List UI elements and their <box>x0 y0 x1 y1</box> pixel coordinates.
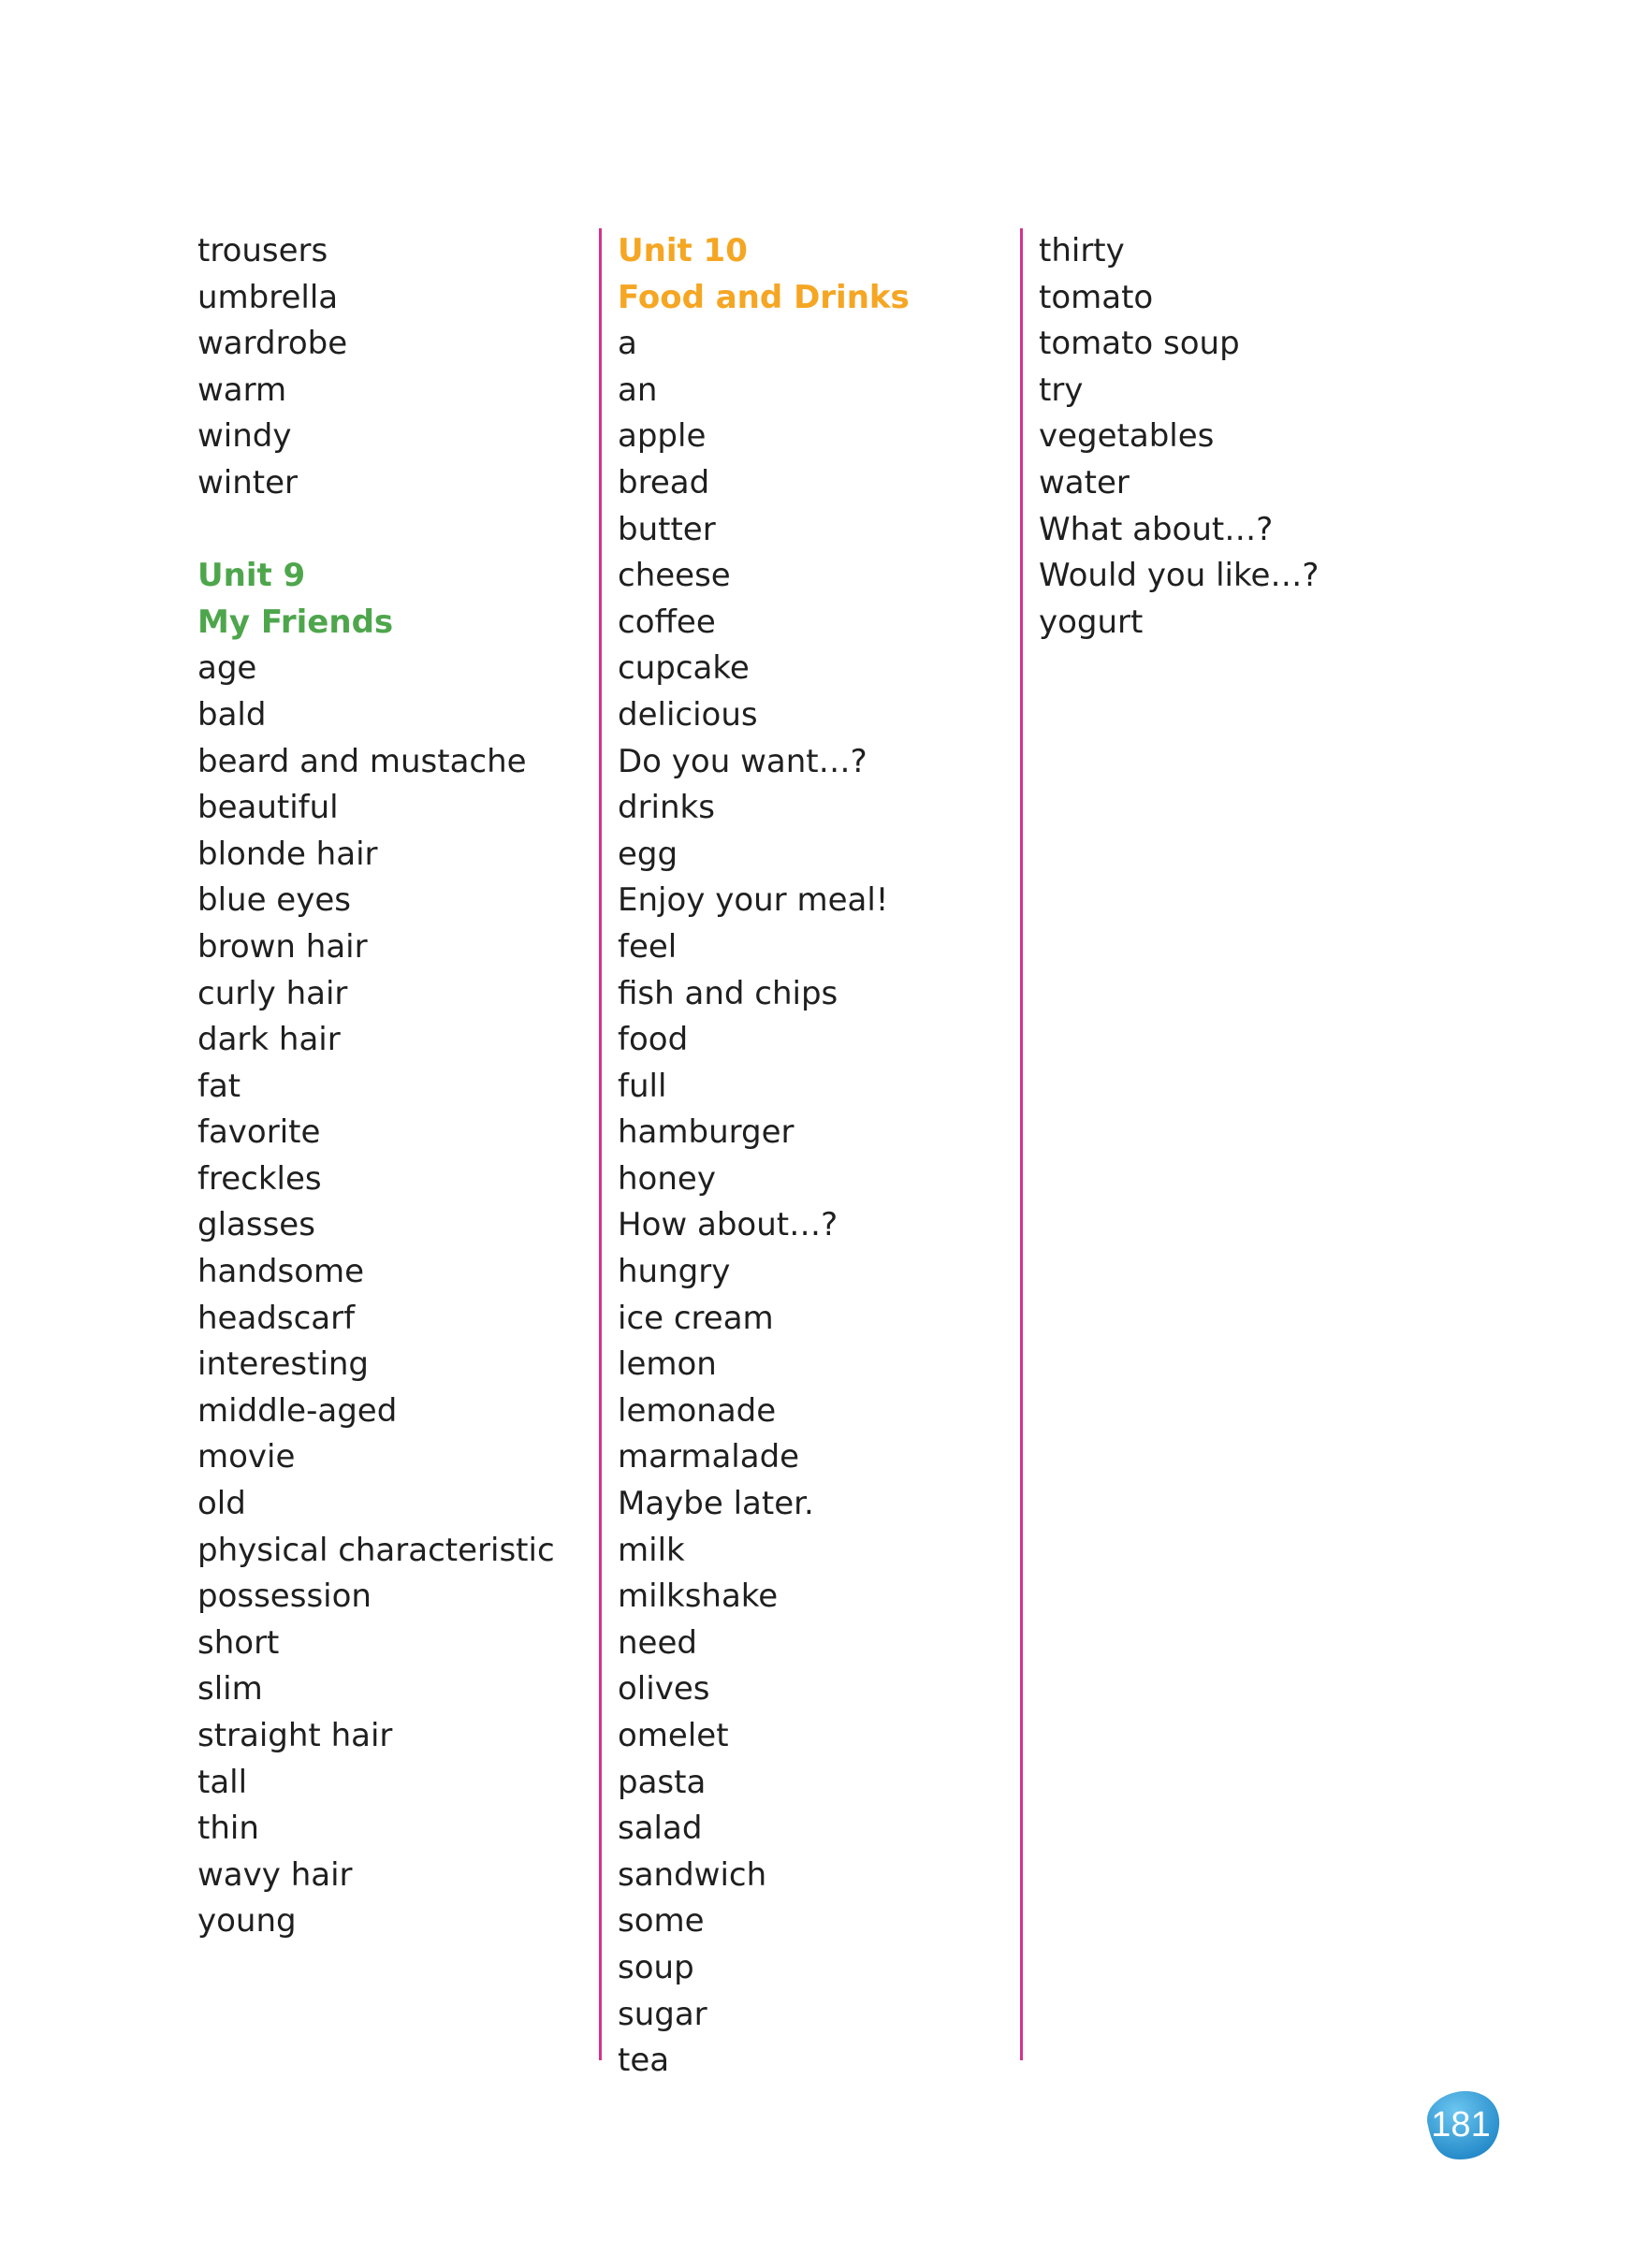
word-item: glasses <box>197 1206 315 1244</box>
word-item: cheese <box>618 557 731 595</box>
unit-10-title: Food and Drinks <box>618 278 910 316</box>
word-item: pasta <box>618 1763 707 1801</box>
word-item: Enjoy your meal! <box>618 881 889 920</box>
word-item: age <box>197 649 257 688</box>
word-column-2 <box>618 228 910 2085</box>
word-item: olives <box>618 1670 710 1708</box>
column-divider <box>1020 228 1023 2060</box>
word-item: thin <box>197 1810 259 1848</box>
word-item: vegetables <box>1039 417 1215 456</box>
word-item: fish and chips <box>618 974 838 1012</box>
word-item: freckles <box>197 1159 322 1198</box>
unit-10-label: Unit 10 <box>618 232 748 269</box>
word-item: brown hair <box>197 927 368 966</box>
word-item: beautiful <box>197 789 339 827</box>
word-item: winter <box>197 463 299 502</box>
word-item: cupcake <box>618 649 750 688</box>
word-item: blonde hair <box>197 835 378 873</box>
word-item: a <box>618 325 637 363</box>
word-item: beard and mustache <box>197 742 527 780</box>
word-item: marmalade <box>618 1438 800 1476</box>
word-item: an <box>618 371 658 409</box>
word-item: milk <box>618 1531 685 1569</box>
word-item: delicious <box>618 695 758 734</box>
word-item: tall <box>197 1763 248 1801</box>
word-item: old <box>197 1485 246 1523</box>
word-item: honey <box>618 1159 716 1198</box>
word-item: windy <box>197 417 292 456</box>
page-number: 181 <box>1431 2105 1491 2144</box>
word-item: How about…? <box>618 1206 838 1244</box>
word-item: Do you want…? <box>618 742 868 780</box>
word-item: bald <box>197 695 267 734</box>
word-item: movie <box>197 1438 296 1476</box>
word-item: physical characteristic <box>197 1531 555 1569</box>
word-item: wavy hair <box>197 1855 353 1894</box>
word-item: omelet <box>618 1717 729 1754</box>
word-item: thirty <box>1039 232 1125 269</box>
word-item: What about…? <box>1039 510 1274 548</box>
word-list-unit10 <box>618 321 910 2085</box>
word-item: curly hair <box>197 974 348 1012</box>
word-list-unit9 <box>197 646 555 1945</box>
word-list-unit10-continued <box>1039 228 1319 646</box>
word-item: young <box>197 1902 297 1941</box>
word-item: try <box>1039 371 1084 409</box>
word-item: yogurt <box>1039 603 1144 641</box>
column-divider <box>599 228 602 2060</box>
word-item: egg <box>618 835 678 873</box>
word-column-1 <box>197 228 555 1945</box>
word-item: tea <box>618 2042 670 2080</box>
word-column-3 <box>1039 228 1319 646</box>
word-item: ice cream <box>618 1299 774 1337</box>
word-item: handsome <box>197 1253 365 1291</box>
unit-9-title: My Friends <box>197 603 394 641</box>
word-item: milkshake <box>618 1577 779 1616</box>
word-item: some <box>618 1902 705 1941</box>
word-item: tomato <box>1039 278 1154 316</box>
word-item: straight hair <box>197 1717 393 1754</box>
word-item: sandwich <box>618 1855 767 1894</box>
word-item: favorite <box>197 1113 321 1152</box>
word-item: full <box>618 1067 667 1105</box>
word-item: feel <box>618 927 678 966</box>
word-item: umbrella <box>197 278 339 316</box>
word-item: hungry <box>618 1253 731 1291</box>
word-item: warm <box>197 371 287 409</box>
word-item: sugar <box>618 1995 707 2033</box>
word-item: slim <box>197 1670 263 1708</box>
word-item: butter <box>618 510 716 548</box>
word-item: apple <box>618 417 707 456</box>
word-item: drinks <box>618 789 715 827</box>
word-item: fat <box>197 1067 241 1105</box>
word-item: water <box>1039 463 1130 502</box>
word-item: blue eyes <box>197 881 351 920</box>
word-item: lemon <box>618 1345 717 1384</box>
word-item: food <box>618 1021 689 1059</box>
word-item: dark hair <box>197 1021 341 1059</box>
word-item: Would you like…? <box>1039 557 1320 595</box>
word-item: coffee <box>618 603 716 641</box>
word-item: lemonade <box>618 1391 777 1430</box>
word-item: salad <box>618 1810 703 1848</box>
word-item: headscarf <box>197 1299 356 1337</box>
word-item: bread <box>618 463 710 502</box>
word-item: interesting <box>197 1345 370 1384</box>
word-item: middle-aged <box>197 1391 398 1430</box>
word-list-unit8-continued <box>197 228 555 507</box>
word-item: tomato soup <box>1039 325 1240 363</box>
word-item: possession <box>197 1577 372 1616</box>
word-item: Maybe later. <box>618 1485 814 1523</box>
word-item: soup <box>618 1948 694 1986</box>
word-item: wardrobe <box>197 325 348 363</box>
word-item: need <box>618 1623 697 1662</box>
page-number-badge <box>1421 2088 1501 2161</box>
word-item: hamburger <box>618 1113 795 1152</box>
word-item: trousers <box>197 232 328 269</box>
unit-9-label: Unit 9 <box>197 557 306 595</box>
word-item: short <box>197 1623 280 1662</box>
